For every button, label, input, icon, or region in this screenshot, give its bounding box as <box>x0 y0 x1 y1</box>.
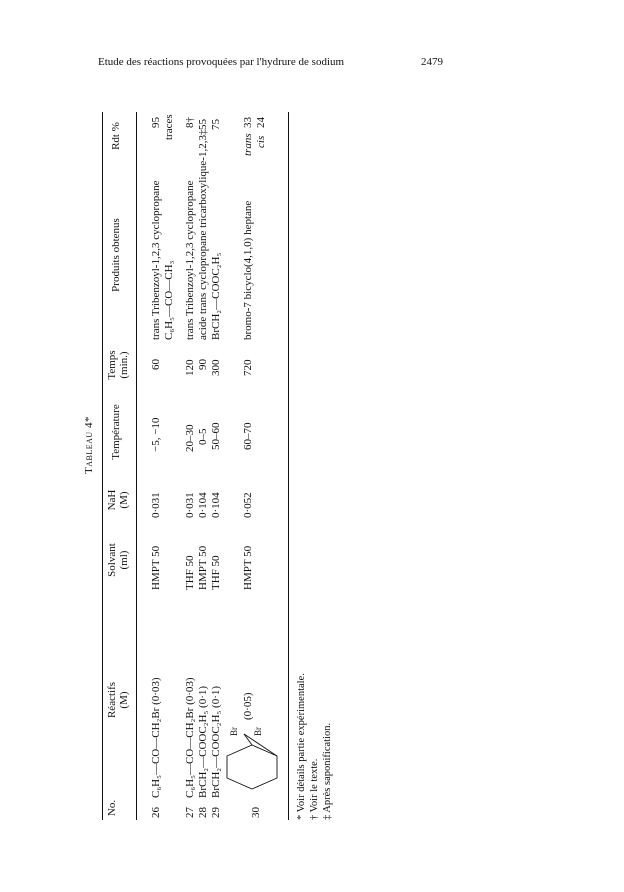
row-nah: 0·104 <box>210 492 222 518</box>
row-no: 26 <box>150 807 162 818</box>
structure-br-label: Br <box>253 727 263 736</box>
row-nah: 0·031 <box>150 492 162 518</box>
row-nah: 0·104 <box>197 492 209 518</box>
col-nah-unit: (M) <box>118 491 131 509</box>
row-solvant: HMPT 50 <box>197 545 209 590</box>
row-temperature: 0–5 <box>197 428 209 445</box>
footnote: † Voir le texte. <box>309 758 320 820</box>
col-reactifs-header <box>106 620 130 780</box>
row-reactif: BrCH₂—COOC₂H₅ (0·1) <box>197 685 209 798</box>
bottom-rule <box>288 112 289 820</box>
row-no: 30 <box>250 807 262 818</box>
row-produit: trans Tribenzoyl-1,2,3 cyclopropane <box>184 180 196 340</box>
col-temps-header <box>106 340 130 390</box>
col-reactifs-unit: (M) <box>118 691 131 709</box>
col-solvant-header <box>106 530 130 590</box>
row-solvant: HMPT 50 <box>150 545 162 590</box>
row-temps: 120 <box>184 359 196 376</box>
col-produits-header <box>110 170 122 340</box>
row-solvant: THF 50 <box>210 555 222 590</box>
structure-br-label: Br <box>229 727 239 736</box>
row-rdt: traces <box>163 114 175 140</box>
col-solvant-unit: (ml) <box>118 550 131 570</box>
row-temps: 90 <box>197 359 209 370</box>
row-produit: acide trans cyclopropane tricarboxylique-1,2,3‡ <box>197 129 209 340</box>
bicyclo-structure-drawing <box>224 712 284 802</box>
col-rdt-label: Rdt % <box>110 122 122 150</box>
row-rdt: 95 <box>150 117 162 128</box>
col-no-header <box>106 796 118 820</box>
row-temps: 720 <box>242 359 254 376</box>
footnote: ‡ Après saponification. <box>322 722 333 820</box>
col-solvant-label: Solvant <box>106 543 118 577</box>
row-temperature: 20–30 <box>184 424 196 452</box>
table-caption: Tableau 4* <box>83 416 95 474</box>
row-no: 29 <box>210 807 222 818</box>
col-reactifs-label: Réactifs <box>106 681 118 719</box>
row-temperature: 60–70 <box>242 422 254 450</box>
row-reactif: C₆H₅—CO—CH₂Br (0·03) <box>150 677 162 798</box>
col-temperature-header <box>110 392 122 472</box>
row-no: 27 <box>184 807 196 818</box>
col-produits-label: Produits obtenus <box>110 218 122 292</box>
row-no: 28 <box>197 807 209 818</box>
col-nah-label: NaH <box>106 489 118 511</box>
row-nah: 0·031 <box>184 492 196 518</box>
row-produit: bromo-7 bicyclo(4,1,0) heptane <box>242 200 254 340</box>
col-no-label: No. <box>106 799 118 817</box>
row-produit: trans Tribenzoyl-1,2,3 cyclopropane <box>150 180 162 340</box>
row-temps: 300 <box>210 359 222 376</box>
row-reactif: C₆H₅—CO—CH₂Br (0·03) <box>184 677 196 798</box>
row-reactif: (0·05) <box>242 692 254 720</box>
row-produit: C₆H₅—CO—CH₃ <box>163 260 175 340</box>
page-number: 2479 <box>421 56 443 68</box>
col-temps-label: Temps <box>106 350 118 380</box>
footnote: * Voir détails partie expérimentale. <box>296 673 307 820</box>
header-rule <box>136 112 137 820</box>
row-produit: BrCH₂—COOC₂H₅ <box>210 252 222 340</box>
row-rdt: 24 <box>255 117 267 128</box>
col-temperature-label: Température <box>110 404 122 460</box>
row-temperature: 50–60 <box>210 422 222 450</box>
row-nah: 0·052 <box>242 492 254 518</box>
col-rdt-header <box>110 112 122 160</box>
row-isomer: trans <box>242 133 254 156</box>
running-title: Etude des réactions provoquées par l'hydrure de sodium <box>98 56 345 68</box>
row-temperature: −5, −10 <box>150 417 162 452</box>
col-temps-unit: (min.) <box>118 351 131 379</box>
row-solvant: THF 50 <box>184 555 196 590</box>
row-rdt: 8† <box>184 117 196 128</box>
row-reactif: BrCH₂—COOC₂H₅ (0·1) <box>210 685 222 798</box>
rotated-table <box>80 70 600 820</box>
row-rdt: 55 <box>197 119 209 130</box>
row-solvant: HMPT 50 <box>242 545 254 590</box>
row-rdt: 75 <box>210 119 222 130</box>
top-rule <box>102 112 103 820</box>
row-temps: 60 <box>150 359 162 370</box>
row-isomer: cis <box>255 135 267 148</box>
col-nah-header <box>106 480 130 520</box>
row-rdt: 33 <box>242 117 254 128</box>
